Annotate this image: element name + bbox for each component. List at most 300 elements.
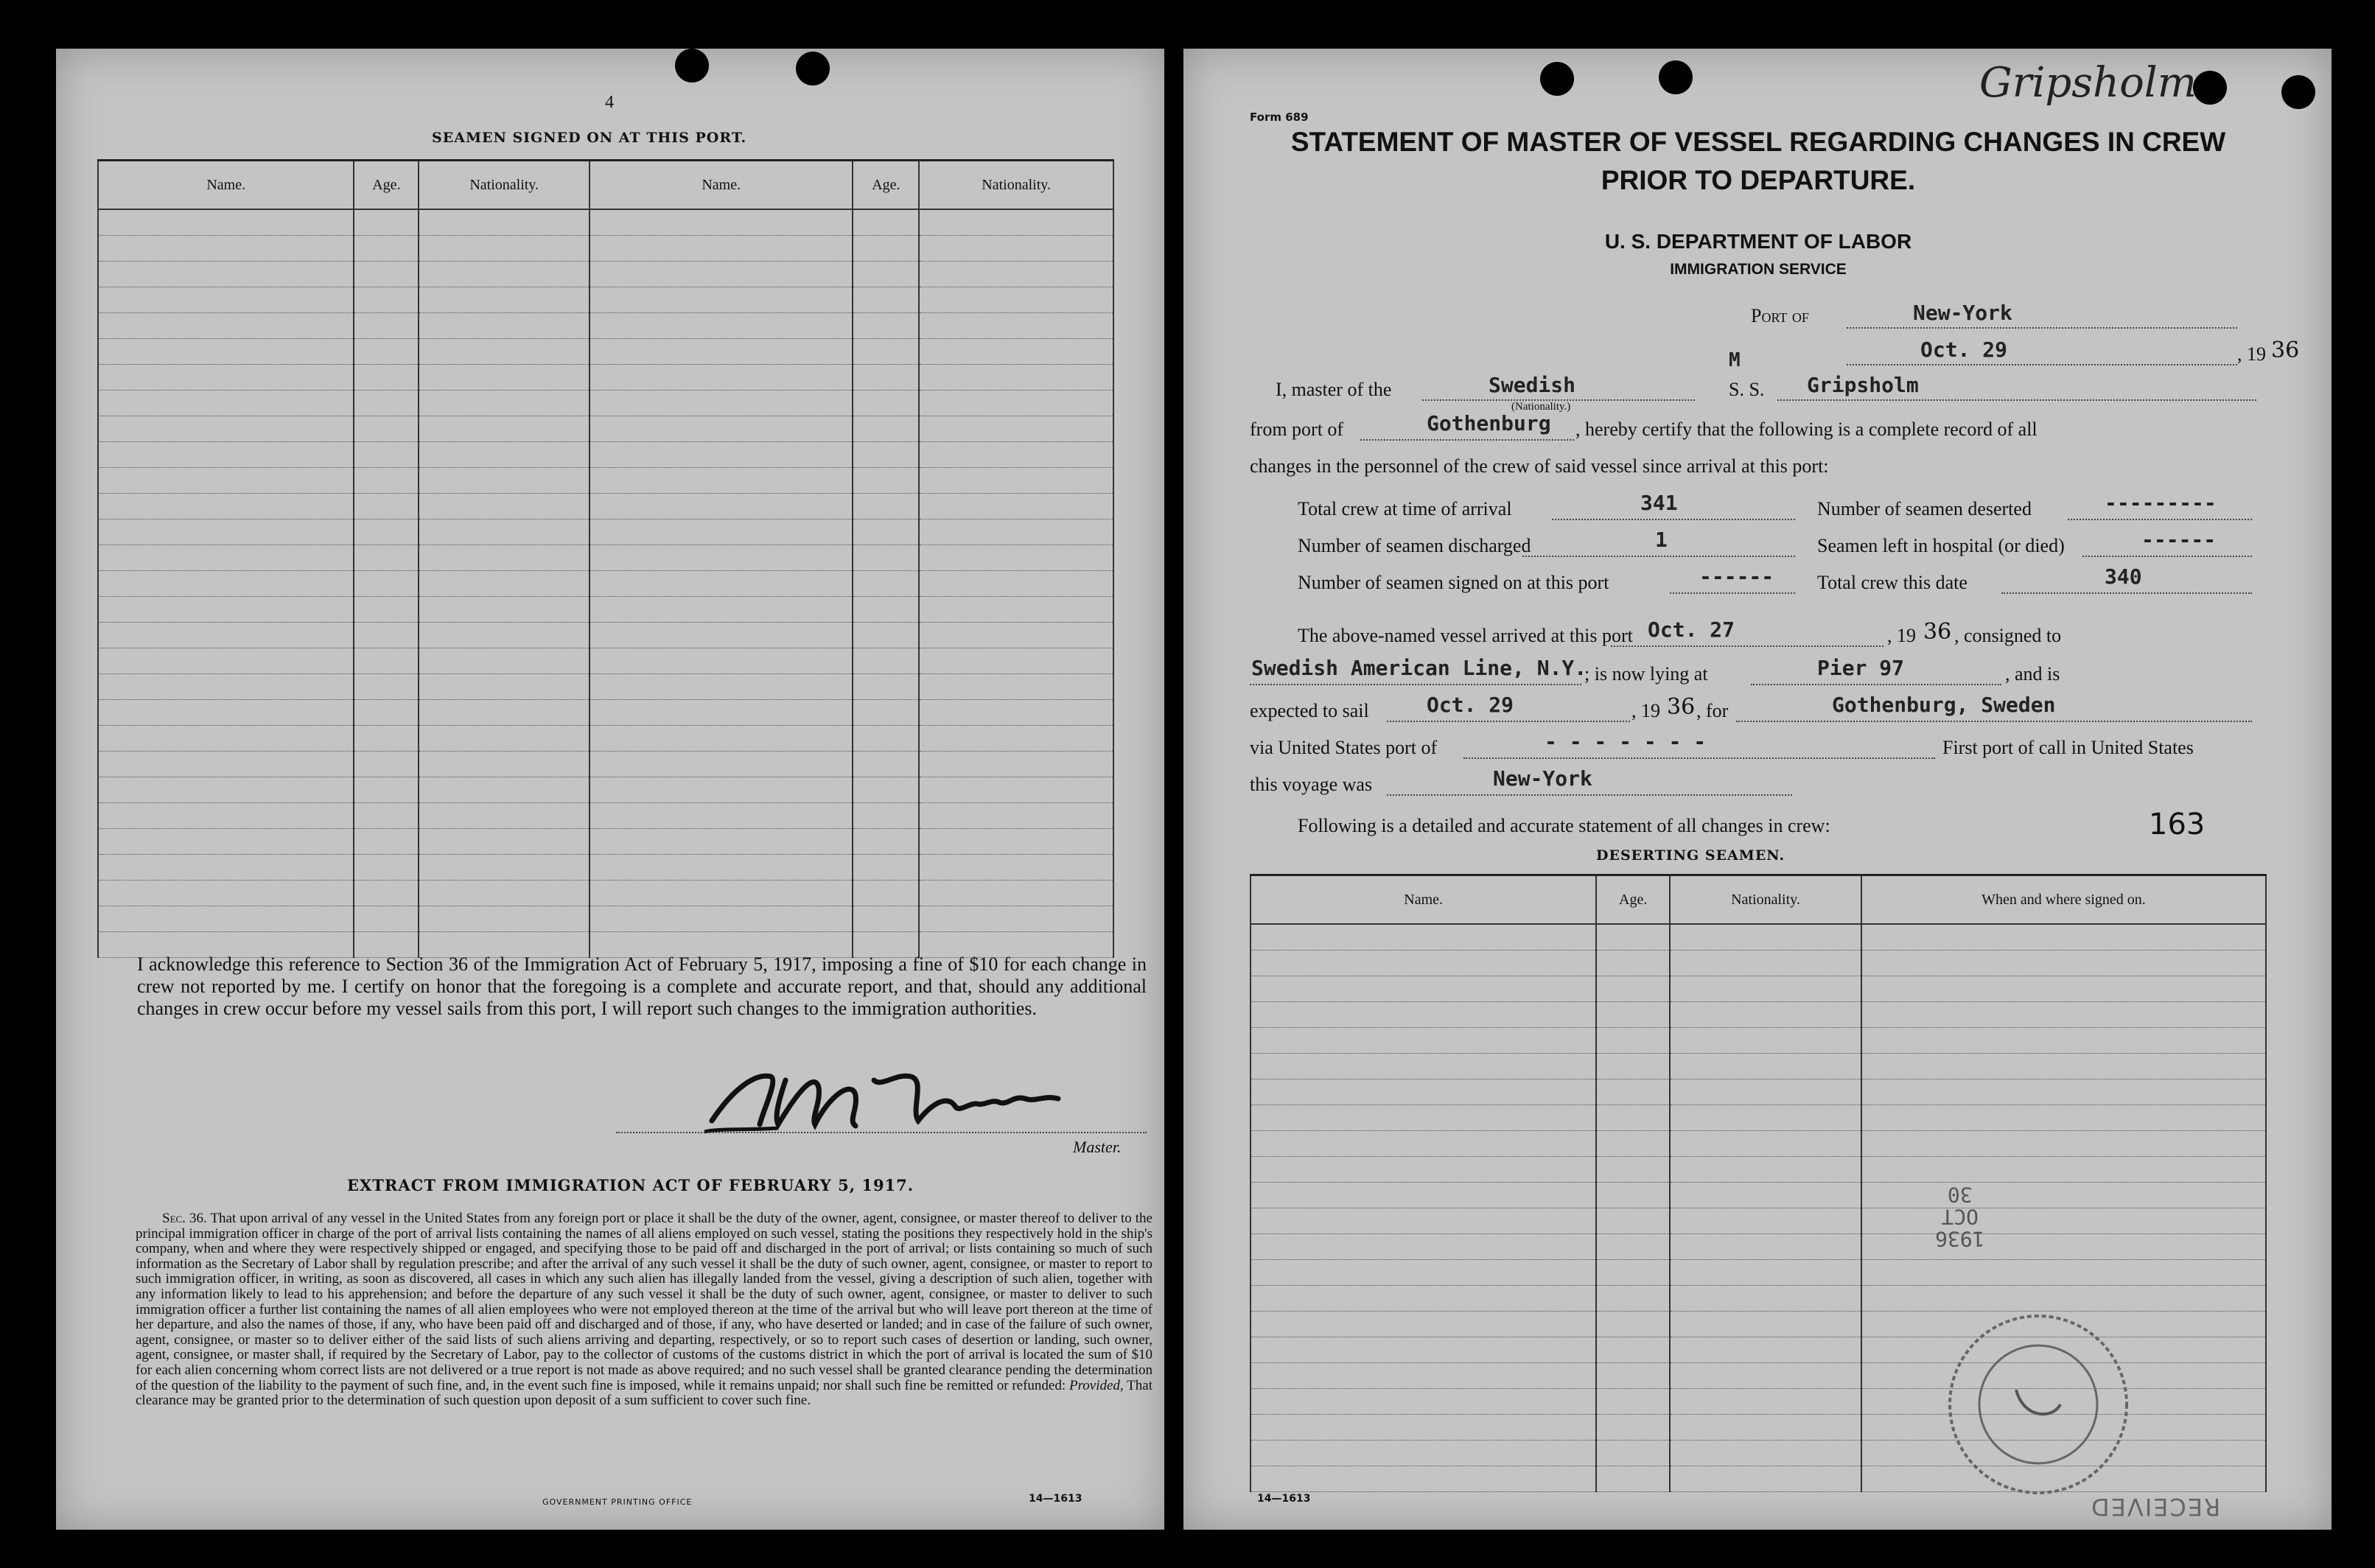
table-cell[interactable] <box>354 674 419 700</box>
table-cell[interactable] <box>853 777 919 803</box>
table-row <box>98 209 1113 236</box>
table-cell[interactable] <box>1670 1441 1861 1466</box>
table-cell[interactable] <box>98 545 354 571</box>
table-cell[interactable] <box>98 391 354 416</box>
table-cell[interactable] <box>98 881 354 906</box>
table-cell[interactable] <box>98 339 354 365</box>
table-cell[interactable] <box>354 700 419 726</box>
table-cell[interactable] <box>919 442 1113 468</box>
table-cell[interactable] <box>419 365 590 391</box>
table-cell[interactable] <box>590 855 853 881</box>
table-cell[interactable] <box>590 494 853 519</box>
table-cell[interactable] <box>919 829 1113 855</box>
table-cell[interactable] <box>1861 1260 2266 1286</box>
table-row <box>1251 951 2266 976</box>
table-cell[interactable] <box>590 313 853 339</box>
table-cell[interactable] <box>853 416 919 442</box>
lying-value: Pier 97 <box>1817 656 1905 680</box>
table-cell[interactable] <box>98 829 354 855</box>
table-cell[interactable] <box>354 571 419 597</box>
table-cell[interactable] <box>590 726 853 752</box>
table-cell[interactable] <box>1596 1337 1670 1363</box>
table-cell[interactable] <box>1596 1466 1670 1492</box>
table-cell[interactable] <box>419 829 590 855</box>
table-cell[interactable] <box>1596 1234 1670 1260</box>
table-cell[interactable] <box>1861 1054 2266 1079</box>
table-cell[interactable] <box>354 236 419 262</box>
table-cell[interactable] <box>98 674 354 700</box>
table-cell[interactable] <box>1596 1105 1670 1131</box>
table-cell[interactable] <box>1861 951 2266 976</box>
table-cell[interactable] <box>919 881 1113 906</box>
table-cell[interactable] <box>1596 1002 1670 1028</box>
table-cell[interactable] <box>1251 1441 1596 1466</box>
table-cell[interactable] <box>919 648 1113 674</box>
table-cell[interactable] <box>1861 1131 2266 1157</box>
sail-date-value: Oct. 29 <box>1427 693 1514 717</box>
table-cell[interactable] <box>590 468 853 494</box>
table-cell[interactable] <box>1251 1054 1596 1079</box>
table-cell[interactable] <box>590 209 853 236</box>
table-cell[interactable] <box>590 648 853 674</box>
via-label: via United States port of <box>1250 737 1438 758</box>
table-cell[interactable] <box>853 803 919 829</box>
table-cell[interactable] <box>419 881 590 906</box>
table-cell[interactable] <box>853 262 919 287</box>
table-cell[interactable] <box>1861 1028 2266 1054</box>
table-cell[interactable] <box>419 855 590 881</box>
table-cell[interactable] <box>590 906 853 932</box>
table-cell[interactable] <box>1670 1028 1861 1054</box>
table-cell[interactable] <box>354 726 419 752</box>
table-cell[interactable] <box>354 752 419 777</box>
table-cell[interactable] <box>853 313 919 339</box>
table-cell[interactable] <box>919 777 1113 803</box>
table-cell[interactable] <box>354 519 419 545</box>
table-cell[interactable] <box>1251 1234 1596 1260</box>
table-cell[interactable] <box>590 365 853 391</box>
table-cell[interactable] <box>98 700 354 726</box>
table-cell[interactable] <box>853 494 919 519</box>
table-cell[interactable] <box>590 571 853 597</box>
table-cell[interactable] <box>853 571 919 597</box>
from-port-label: from port of <box>1250 419 1344 440</box>
deserted-value: --------- <box>2105 491 2217 515</box>
table-cell[interactable] <box>919 726 1113 752</box>
table-cell[interactable] <box>853 881 919 906</box>
table-cell[interactable] <box>354 391 419 416</box>
table-cell[interactable] <box>919 597 1113 623</box>
col-age: Age. <box>853 161 919 210</box>
table-cell[interactable] <box>419 777 590 803</box>
table-cell[interactable] <box>354 494 419 519</box>
table-cell[interactable] <box>1670 1054 1861 1079</box>
table-cell[interactable] <box>419 700 590 726</box>
page-number: 4 <box>605 93 614 112</box>
table-cell[interactable] <box>590 700 853 726</box>
table-cell[interactable] <box>853 648 919 674</box>
table-cell[interactable] <box>419 519 590 545</box>
table-cell[interactable] <box>919 752 1113 777</box>
table-cell[interactable] <box>919 545 1113 571</box>
table-cell[interactable] <box>1596 1028 1670 1054</box>
table-cell[interactable] <box>419 803 590 829</box>
col-nationality: Nationality. <box>1670 875 1861 925</box>
table-cell[interactable] <box>98 855 354 881</box>
year-printed: , 19 <box>2237 343 2266 365</box>
table-cell[interactable] <box>1251 924 1596 951</box>
table-cell[interactable] <box>853 623 919 648</box>
hospital-value: ------ <box>2141 528 2217 552</box>
col-age: Age. <box>354 161 419 210</box>
page-ref-number: 163 <box>2149 808 2206 841</box>
table-cell[interactable] <box>98 648 354 674</box>
table-cell[interactable] <box>354 365 419 391</box>
table-cell[interactable] <box>354 777 419 803</box>
table-row <box>98 623 1113 648</box>
table-row <box>98 287 1113 313</box>
table-cell[interactable] <box>98 262 354 287</box>
first-port-label: First port of call in United States <box>1942 737 2194 758</box>
table-cell[interactable] <box>1596 1389 1670 1415</box>
table-cell[interactable] <box>590 752 853 777</box>
table-cell[interactable] <box>1251 1183 1596 1208</box>
table-cell[interactable] <box>1251 1105 1596 1131</box>
table-cell[interactable] <box>1670 1105 1861 1131</box>
table-cell[interactable] <box>1596 1415 1670 1441</box>
table-cell[interactable] <box>1670 1337 1861 1363</box>
table-cell[interactable] <box>590 623 853 648</box>
table-cell[interactable] <box>919 803 1113 829</box>
table-cell[interactable] <box>590 442 853 468</box>
for-label: , for <box>1696 700 1729 721</box>
table-cell[interactable] <box>1251 1466 1596 1492</box>
table-cell[interactable] <box>1251 1002 1596 1028</box>
table-cell[interactable] <box>98 468 354 494</box>
table-cell[interactable] <box>1670 1002 1861 1028</box>
table-row <box>98 906 1113 932</box>
table-cell[interactable] <box>853 855 919 881</box>
table-cell[interactable] <box>853 726 919 752</box>
table-cell[interactable] <box>354 545 419 571</box>
table-cell[interactable] <box>354 313 419 339</box>
table-cell[interactable] <box>590 777 853 803</box>
service-label: IMMIGRATION SERVICE <box>1670 261 1847 278</box>
table-cell[interactable] <box>853 829 919 855</box>
table-cell[interactable] <box>1251 1389 1596 1415</box>
table-cell[interactable] <box>354 468 419 494</box>
table-cell[interactable] <box>419 726 590 752</box>
table-row <box>98 442 1113 468</box>
table-cell[interactable] <box>98 416 354 442</box>
table-cell[interactable] <box>590 339 853 365</box>
table-cell[interactable] <box>590 545 853 571</box>
table-row <box>98 416 1113 442</box>
table-cell[interactable] <box>419 906 590 932</box>
table-cell[interactable] <box>590 881 853 906</box>
table-cell[interactable] <box>419 648 590 674</box>
table-cell[interactable] <box>419 339 590 365</box>
table-cell[interactable] <box>919 339 1113 365</box>
arrived-year: 36 <box>1923 619 1952 645</box>
table-cell[interactable] <box>853 674 919 700</box>
table-cell[interactable] <box>354 209 419 236</box>
table-cell[interactable] <box>419 236 590 262</box>
stamp-year: 1936 <box>1935 1227 1985 1251</box>
table-cell[interactable] <box>1251 1363 1596 1389</box>
table-cell[interactable] <box>1670 1183 1861 1208</box>
table-cell[interactable] <box>98 623 354 648</box>
table-cell[interactable] <box>919 623 1113 648</box>
table-cell[interactable] <box>1670 976 1861 1002</box>
table-cell[interactable] <box>1861 1183 2266 1208</box>
table-cell[interactable] <box>590 674 853 700</box>
table-cell[interactable] <box>98 906 354 932</box>
table-cell[interactable] <box>98 365 354 391</box>
table-cell[interactable] <box>1596 1054 1670 1079</box>
table-cell[interactable] <box>354 339 419 365</box>
from-port-value: Gothenburg <box>1427 411 1551 435</box>
table-cell[interactable] <box>853 287 919 313</box>
table-cell[interactable] <box>1251 1157 1596 1183</box>
table-cell[interactable] <box>1251 951 1596 976</box>
changes-text: changes in the personnel of the crew of said vessel since arrival at this port: <box>1250 455 1829 477</box>
table-cell[interactable] <box>919 700 1113 726</box>
table-cell[interactable] <box>354 287 419 313</box>
table-cell[interactable] <box>1861 1157 2266 1183</box>
table-cell[interactable] <box>590 236 853 262</box>
table-cell[interactable] <box>354 803 419 829</box>
table-row <box>98 339 1113 365</box>
table-cell[interactable] <box>98 803 354 829</box>
punch-hole <box>1659 60 1693 94</box>
table-cell[interactable] <box>853 906 919 932</box>
discharged-label: Number of seamen discharged <box>1298 535 1531 556</box>
table-cell[interactable] <box>919 855 1113 881</box>
table-cell[interactable] <box>98 777 354 803</box>
signed-on-label: Number of seamen signed on at this port <box>1298 572 1609 593</box>
table-cell[interactable] <box>98 287 354 313</box>
stamp-month: OCT <box>1941 1205 1979 1229</box>
table-cell[interactable] <box>1670 924 1861 951</box>
table-cell[interactable] <box>354 623 419 648</box>
consignee-value: Swedish American Line, N.Y. <box>1251 656 1587 680</box>
table-cell[interactable] <box>1861 1208 2266 1234</box>
vessel-value: Gripsholm <box>1807 373 1919 397</box>
table-cell[interactable] <box>1596 1260 1670 1286</box>
table-cell[interactable] <box>354 442 419 468</box>
table-cell[interactable] <box>853 468 919 494</box>
table-cell[interactable] <box>1596 1079 1670 1105</box>
table-cell[interactable] <box>853 519 919 545</box>
table-cell[interactable] <box>98 571 354 597</box>
table-row <box>1251 1208 2266 1234</box>
table-row <box>1251 1183 2266 1208</box>
table-cell[interactable] <box>1596 1208 1670 1234</box>
i-master-label: I, master of the <box>1276 379 1392 400</box>
table-cell[interactable] <box>1596 1363 1670 1389</box>
table-cell[interactable] <box>1861 1079 2266 1105</box>
table-cell[interactable] <box>1670 1312 1861 1337</box>
table-cell[interactable] <box>1596 1441 1670 1466</box>
table-cell[interactable] <box>590 391 853 416</box>
table-cell[interactable] <box>590 829 853 855</box>
table-cell[interactable] <box>1670 1234 1861 1260</box>
table-cell[interactable] <box>419 262 590 287</box>
table-cell[interactable] <box>98 442 354 468</box>
table-cell[interactable] <box>354 648 419 674</box>
table-cell[interactable] <box>354 855 419 881</box>
table-cell[interactable] <box>853 597 919 623</box>
table-cell[interactable] <box>853 545 919 571</box>
extract-paragraph <box>136 1211 1152 1409</box>
table-cell[interactable] <box>98 597 354 623</box>
table-cell[interactable] <box>1861 1234 2266 1260</box>
table-cell[interactable] <box>1596 1131 1670 1157</box>
table-cell[interactable] <box>98 726 354 752</box>
table-cell[interactable] <box>919 391 1113 416</box>
table-row <box>1251 1131 2266 1157</box>
table-cell[interactable] <box>853 442 919 468</box>
table-cell[interactable] <box>419 442 590 468</box>
table-cell[interactable] <box>1596 976 1670 1002</box>
table-cell[interactable] <box>1251 1337 1596 1363</box>
nationality-value: Swedish <box>1489 373 1576 397</box>
col-nationality: Nationality. <box>919 161 1113 210</box>
table-cell[interactable] <box>919 674 1113 700</box>
table-cell[interactable] <box>354 416 419 442</box>
table-cell[interactable] <box>853 700 919 726</box>
table-cell[interactable] <box>590 287 853 313</box>
table-row <box>98 571 1113 597</box>
table-cell[interactable] <box>354 262 419 287</box>
table-cell[interactable] <box>1670 1260 1861 1286</box>
table-cell[interactable] <box>853 339 919 365</box>
table-row <box>1251 1234 2266 1260</box>
discharged-value: 1 <box>1655 528 1668 552</box>
table-cell[interactable] <box>419 571 590 597</box>
table-cell[interactable] <box>1251 1079 1596 1105</box>
table-cell[interactable] <box>590 597 853 623</box>
table-cell[interactable] <box>919 287 1113 313</box>
table-cell[interactable] <box>1596 924 1670 951</box>
table-cell[interactable] <box>853 391 919 416</box>
table-cell[interactable] <box>419 623 590 648</box>
table-cell[interactable] <box>919 494 1113 519</box>
table-cell[interactable] <box>590 416 853 442</box>
table-cell[interactable] <box>1596 951 1670 976</box>
table-cell[interactable] <box>1251 1208 1596 1234</box>
table-cell[interactable] <box>1861 976 2266 1002</box>
left-page <box>56 49 1164 1530</box>
table-cell[interactable] <box>98 209 354 236</box>
table-cell[interactable] <box>1670 951 1861 976</box>
table-cell[interactable] <box>1251 976 1596 1002</box>
table-cell[interactable] <box>1670 1466 1861 1492</box>
table-cell[interactable] <box>419 494 590 519</box>
table-cell[interactable] <box>919 571 1113 597</box>
table-cell[interactable] <box>354 829 419 855</box>
table-cell[interactable] <box>1251 1028 1596 1054</box>
table-cell[interactable] <box>1670 1131 1861 1157</box>
table-cell[interactable] <box>590 519 853 545</box>
table-cell[interactable] <box>919 262 1113 287</box>
table-cell[interactable] <box>1251 1260 1596 1286</box>
table-cell[interactable] <box>919 236 1113 262</box>
table-cell[interactable] <box>1596 1157 1670 1183</box>
table-cell[interactable] <box>1596 1312 1670 1337</box>
table-cell[interactable] <box>1670 1208 1861 1234</box>
table-cell[interactable] <box>354 906 419 932</box>
table-cell[interactable] <box>354 597 419 623</box>
table-cell[interactable] <box>98 494 354 519</box>
table-cell[interactable] <box>419 209 590 236</box>
table-cell[interactable] <box>419 287 590 313</box>
table-cell[interactable] <box>919 313 1113 339</box>
table-cell[interactable] <box>98 752 354 777</box>
table-cell[interactable] <box>919 209 1113 236</box>
table-cell[interactable] <box>1670 1157 1861 1183</box>
table-cell[interactable] <box>1251 1415 1596 1441</box>
table-cell[interactable] <box>419 416 590 442</box>
and-is-label: , and is <box>2005 663 2060 685</box>
table-cell[interactable] <box>1670 1079 1861 1105</box>
table-cell[interactable] <box>419 468 590 494</box>
table-cell[interactable] <box>1861 1105 2266 1131</box>
table-cell[interactable] <box>590 262 853 287</box>
table-cell[interactable] <box>1670 1389 1861 1415</box>
table-cell[interactable] <box>98 313 354 339</box>
table-cell[interactable] <box>853 365 919 391</box>
table-cell[interactable] <box>1251 1312 1596 1337</box>
table-cell[interactable] <box>1670 1363 1861 1389</box>
table-cell[interactable] <box>1670 1415 1861 1441</box>
table-cell[interactable] <box>919 416 1113 442</box>
table-cell[interactable] <box>1596 1286 1670 1312</box>
table-cell[interactable] <box>419 313 590 339</box>
table-cell[interactable] <box>919 468 1113 494</box>
table-cell[interactable] <box>1251 1286 1596 1312</box>
table-row <box>1251 924 2266 951</box>
table-cell[interactable] <box>354 881 419 906</box>
table-cell[interactable] <box>853 236 919 262</box>
table-cell[interactable] <box>1596 1183 1670 1208</box>
table-cell[interactable] <box>853 752 919 777</box>
table-cell[interactable] <box>98 519 354 545</box>
table-cell[interactable] <box>590 803 853 829</box>
table-cell[interactable] <box>919 365 1113 391</box>
table-cell[interactable] <box>419 674 590 700</box>
table-row <box>98 236 1113 262</box>
table-cell[interactable] <box>419 545 590 571</box>
table-cell[interactable] <box>1861 1002 2266 1028</box>
table-cell[interactable] <box>419 752 590 777</box>
table-cell[interactable] <box>1861 924 2266 951</box>
table-cell[interactable] <box>1251 1131 1596 1157</box>
table-row <box>98 726 1113 752</box>
punch-hole <box>796 52 830 85</box>
table-row <box>1251 1079 2266 1105</box>
voyage-label: this voyage was <box>1250 774 1373 795</box>
table-cell[interactable] <box>853 209 919 236</box>
table-cell[interactable] <box>419 391 590 416</box>
table-cell[interactable] <box>419 597 590 623</box>
table-cell[interactable] <box>919 906 1113 932</box>
table-cell[interactable] <box>98 236 354 262</box>
punch-hole <box>1540 62 1574 96</box>
table-cell[interactable] <box>919 519 1113 545</box>
table-cell[interactable] <box>1670 1286 1861 1312</box>
